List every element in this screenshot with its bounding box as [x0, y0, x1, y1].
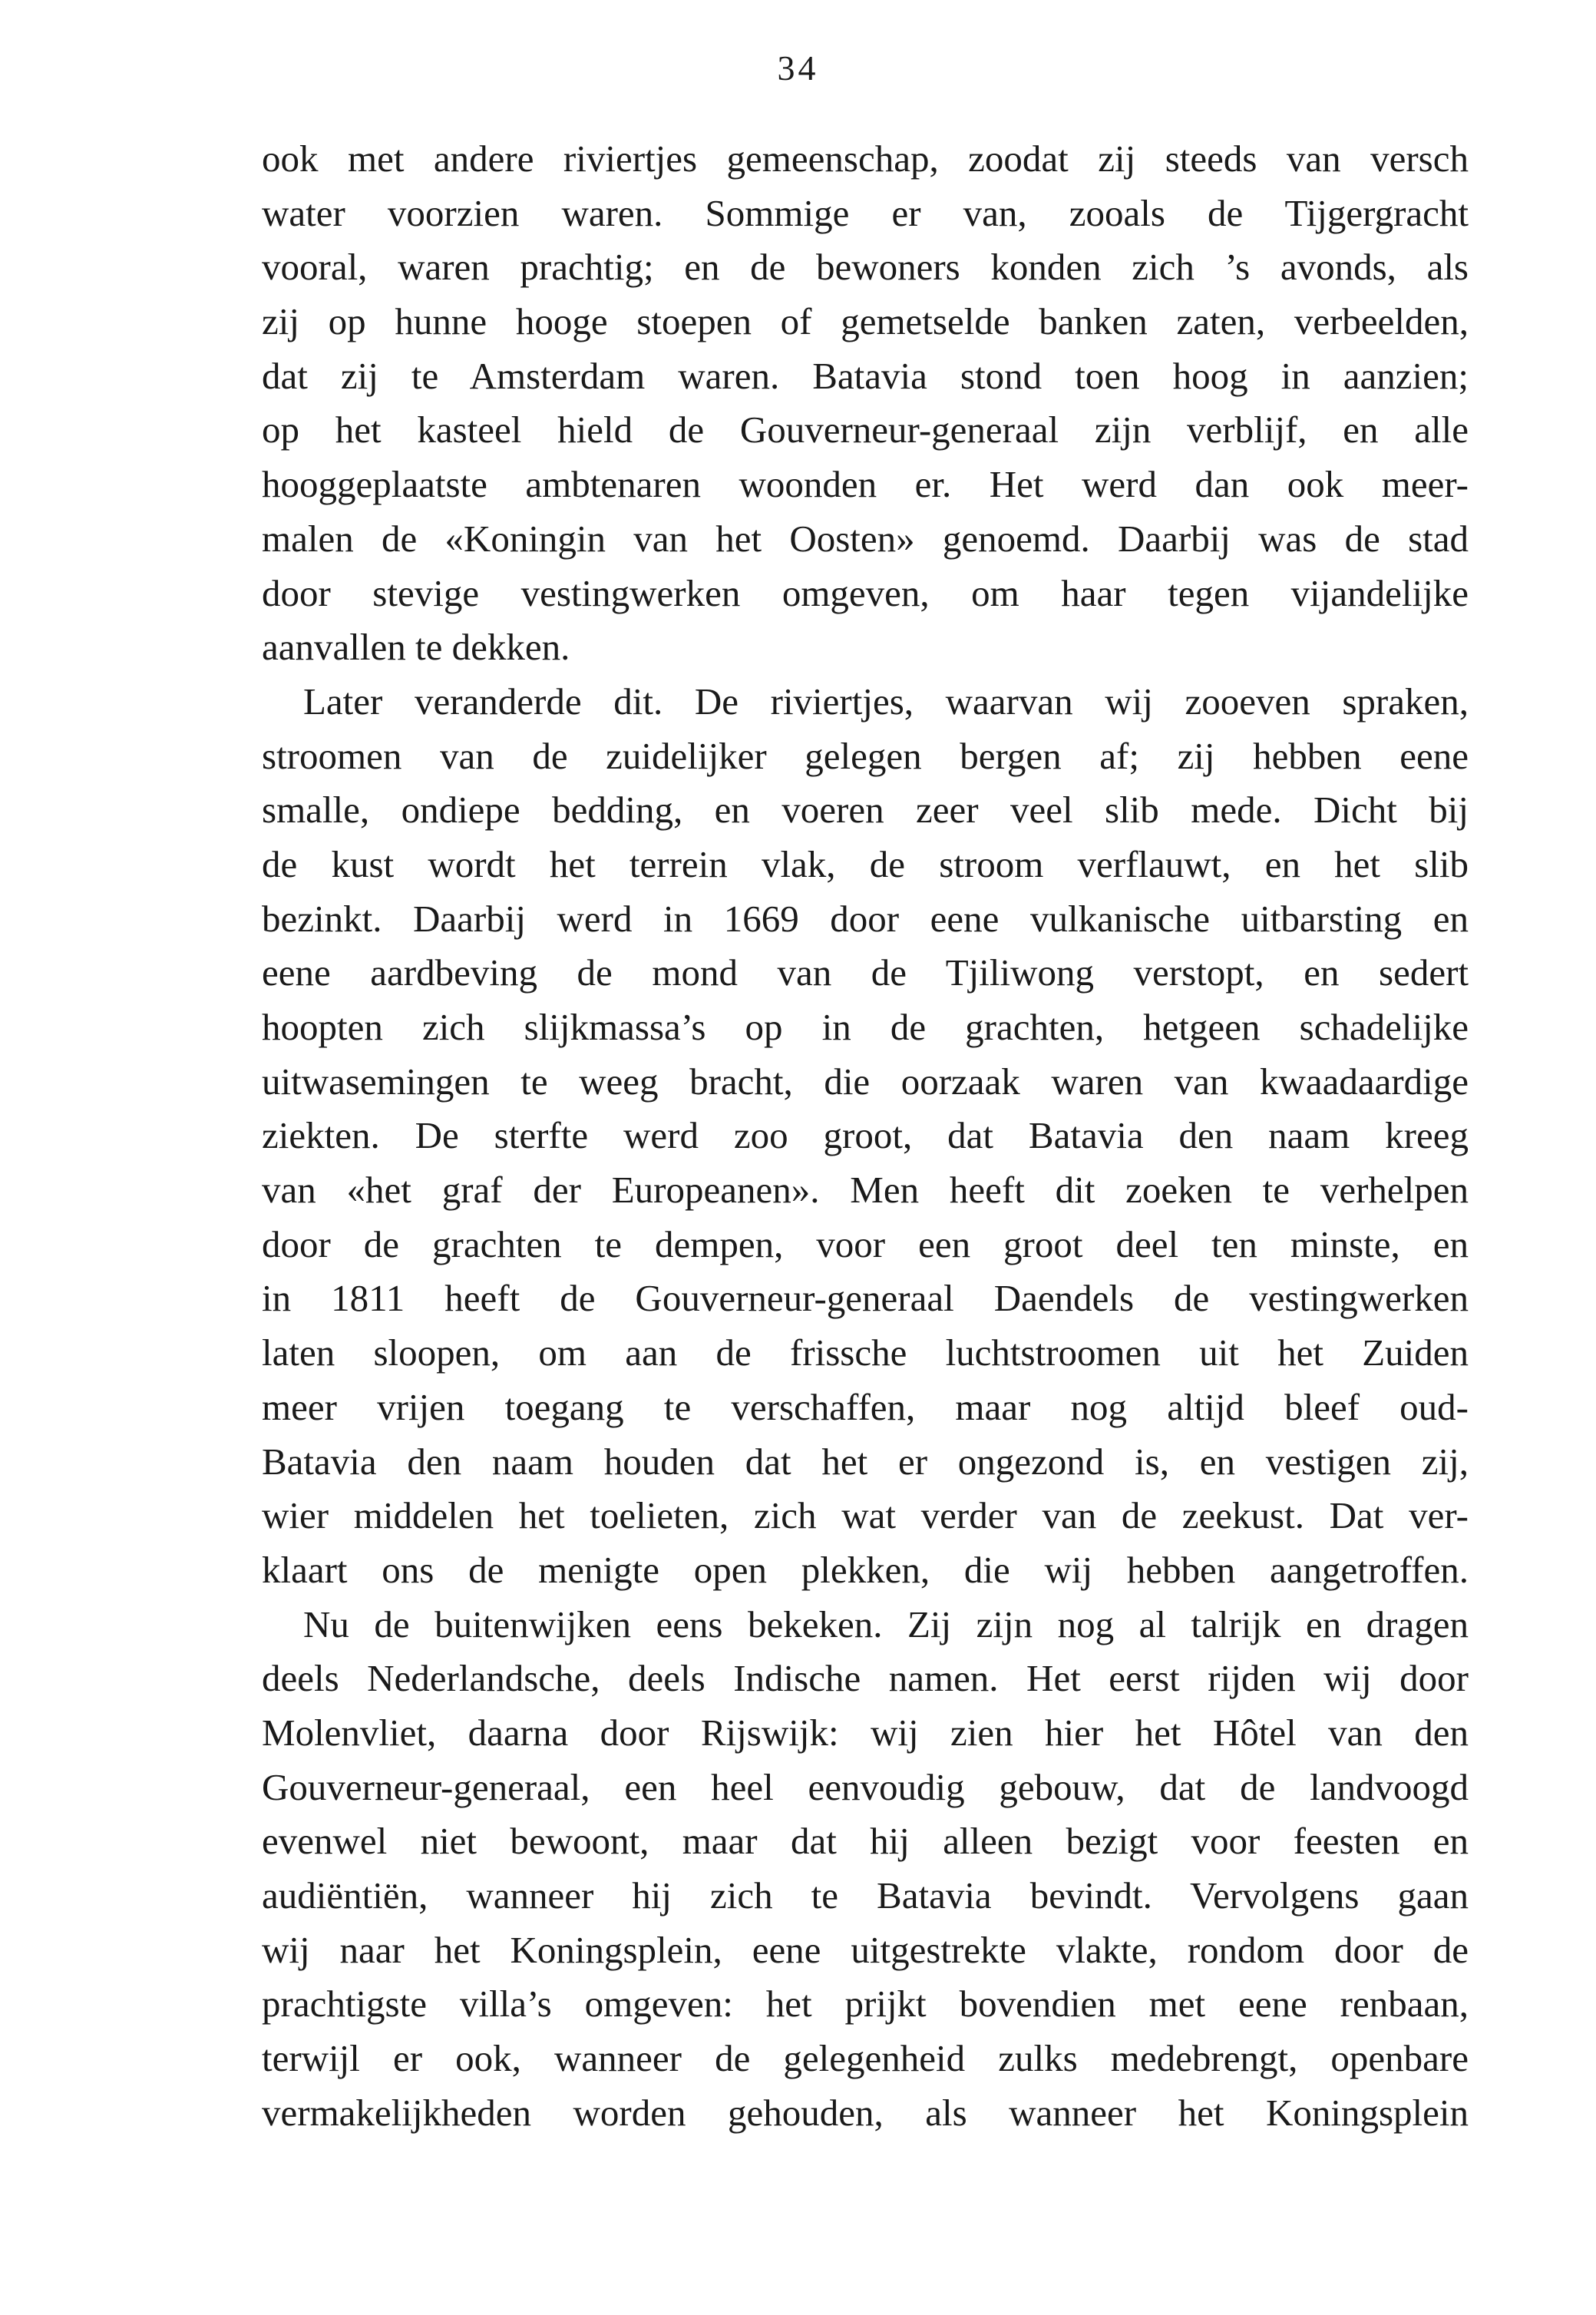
text-line: door de grachten te dempen, voor een groot deel ten minste, en — [262, 1222, 1469, 1265]
text-line: wier middelen het toelieten, zich wat verder van de zeekust. Dat ver- — [262, 1494, 1469, 1537]
text-line: in 1811 heeft de Gouverneur-generaal Daendels de vestingwerken — [262, 1277, 1469, 1320]
text-line: klaart ons de menigte open plekken, die wij hebben aangetroffen. — [262, 1548, 1469, 1591]
text-line: smalle, ondiepe bedding, en voeren zeer veel slib mede. Dicht bij — [262, 789, 1469, 832]
text-line: hooggeplaatste ambtenaren woonden er. Het werd dan ook meer- — [262, 463, 1469, 506]
text-line: Gouverneur-generaal, een heel eenvoudig gebouw, dat de landvoogd — [262, 1765, 1469, 1808]
text-line: door stevige vestingwerken omgeven, om haar tegen vijandelijke — [262, 571, 1469, 614]
text-line: ziekten. De sterfte werd zoo groot, dat Batavia den naam kreeg — [262, 1114, 1469, 1157]
text-line: evenwel niet bewoont, maar dat hij alleen bezigt voor feesten en — [262, 1820, 1469, 1863]
text-line: Nu de buitenwijken eens bekeken. Zij zijn nog al talrijk en dragen — [303, 1602, 1469, 1645]
text-line: Later veranderde dit. De riviertjes, waarvan wij zooeven spraken, — [303, 680, 1469, 723]
text-line: bezinkt. Daarbij werd in 1669 door eene vulkanische uitbarsting en — [262, 897, 1469, 940]
text-line: de kust wordt het terrein vlak, de stroom verflauwt, en het slib — [262, 842, 1469, 885]
text-line: uitwasemingen te weeg bracht, die oorzaak waren van kwaadaardige — [262, 1060, 1469, 1103]
text-line: van «het graf der Europeanen». Men heeft dit zoeken te verhelpen — [262, 1169, 1469, 1212]
text-line: op het kasteel hield de Gouverneur-generaal zijn verblijf, en alle — [262, 408, 1469, 451]
text-line: zij op hunne hooge stoepen of gemetselde banken zaten, verbeelden, — [262, 300, 1469, 343]
text-line: hoopten zich slijkmassa’s op in de grachten, hetgeen schadelijke — [262, 1006, 1469, 1048]
paragraph — [262, 675, 1469, 1598]
paragraph — [262, 1598, 1469, 2141]
text-line: malen de «Koningin van het Oosten» genoemd. Daarbij was de stad — [262, 517, 1469, 560]
text-line: Molenvliet, daarna door Rijswijk: wij zien hier het Hôtel van den — [262, 1711, 1469, 1754]
text-line: audiëntiën, wanneer hij zich te Batavia bevindt. Vervolgens gaan — [262, 1874, 1469, 1916]
text-line: laten sloopen, om aan de frissche luchtstroomen uit het Zuiden — [262, 1331, 1469, 1374]
text-line: prachtigste villa’s omgeven: het prijkt bovendien met eene renbaan, — [262, 1983, 1469, 2026]
text-line: wij naar het Koningsplein, eene uitgestrekte vlakte, rondom door de — [262, 1928, 1469, 1971]
page-number: 34 — [777, 48, 819, 88]
text-line: Batavia den naam houden dat het er ongezond is, en vestigen zij, — [262, 1440, 1469, 1483]
text-line: dat zij te Amsterdam waren. Batavia stond toen hoog in aanzien; — [262, 354, 1469, 397]
page-body — [262, 132, 1469, 2140]
text-line: eene aardbeving de mond van de Tjiliwong verstopt, en sedert — [262, 951, 1469, 994]
paragraph — [262, 132, 1469, 675]
text-line: terwijl er ook, wanneer de gelegenheid zulks medebrengt, openbare — [262, 2037, 1469, 2080]
text-line: stroomen van de zuidelijker gelegen bergen af; zij hebben eene — [262, 734, 1469, 777]
text-line: ook met andere riviertjes gemeenschap, zoodat zij steeds van versch — [262, 137, 1469, 180]
text-line: vermakelijkheden worden gehouden, als wanneer het Koningsplein — [262, 2091, 1469, 2134]
text-line: aanvallen te dekken. — [262, 626, 570, 669]
text-line: meer vrijen toegang te verschaffen, maar nog altijd bleef oud- — [262, 1385, 1469, 1428]
text-line: vooral, waren prachtig; en de bewoners konden zich ’s avonds, als — [262, 246, 1469, 289]
text-line: water voorzien waren. Sommige er van, zooals de Tijgergracht — [262, 191, 1469, 234]
text-line: deels Nederlandsche, deels Indische namen. Het eerst rijden wij door — [262, 1657, 1469, 1700]
